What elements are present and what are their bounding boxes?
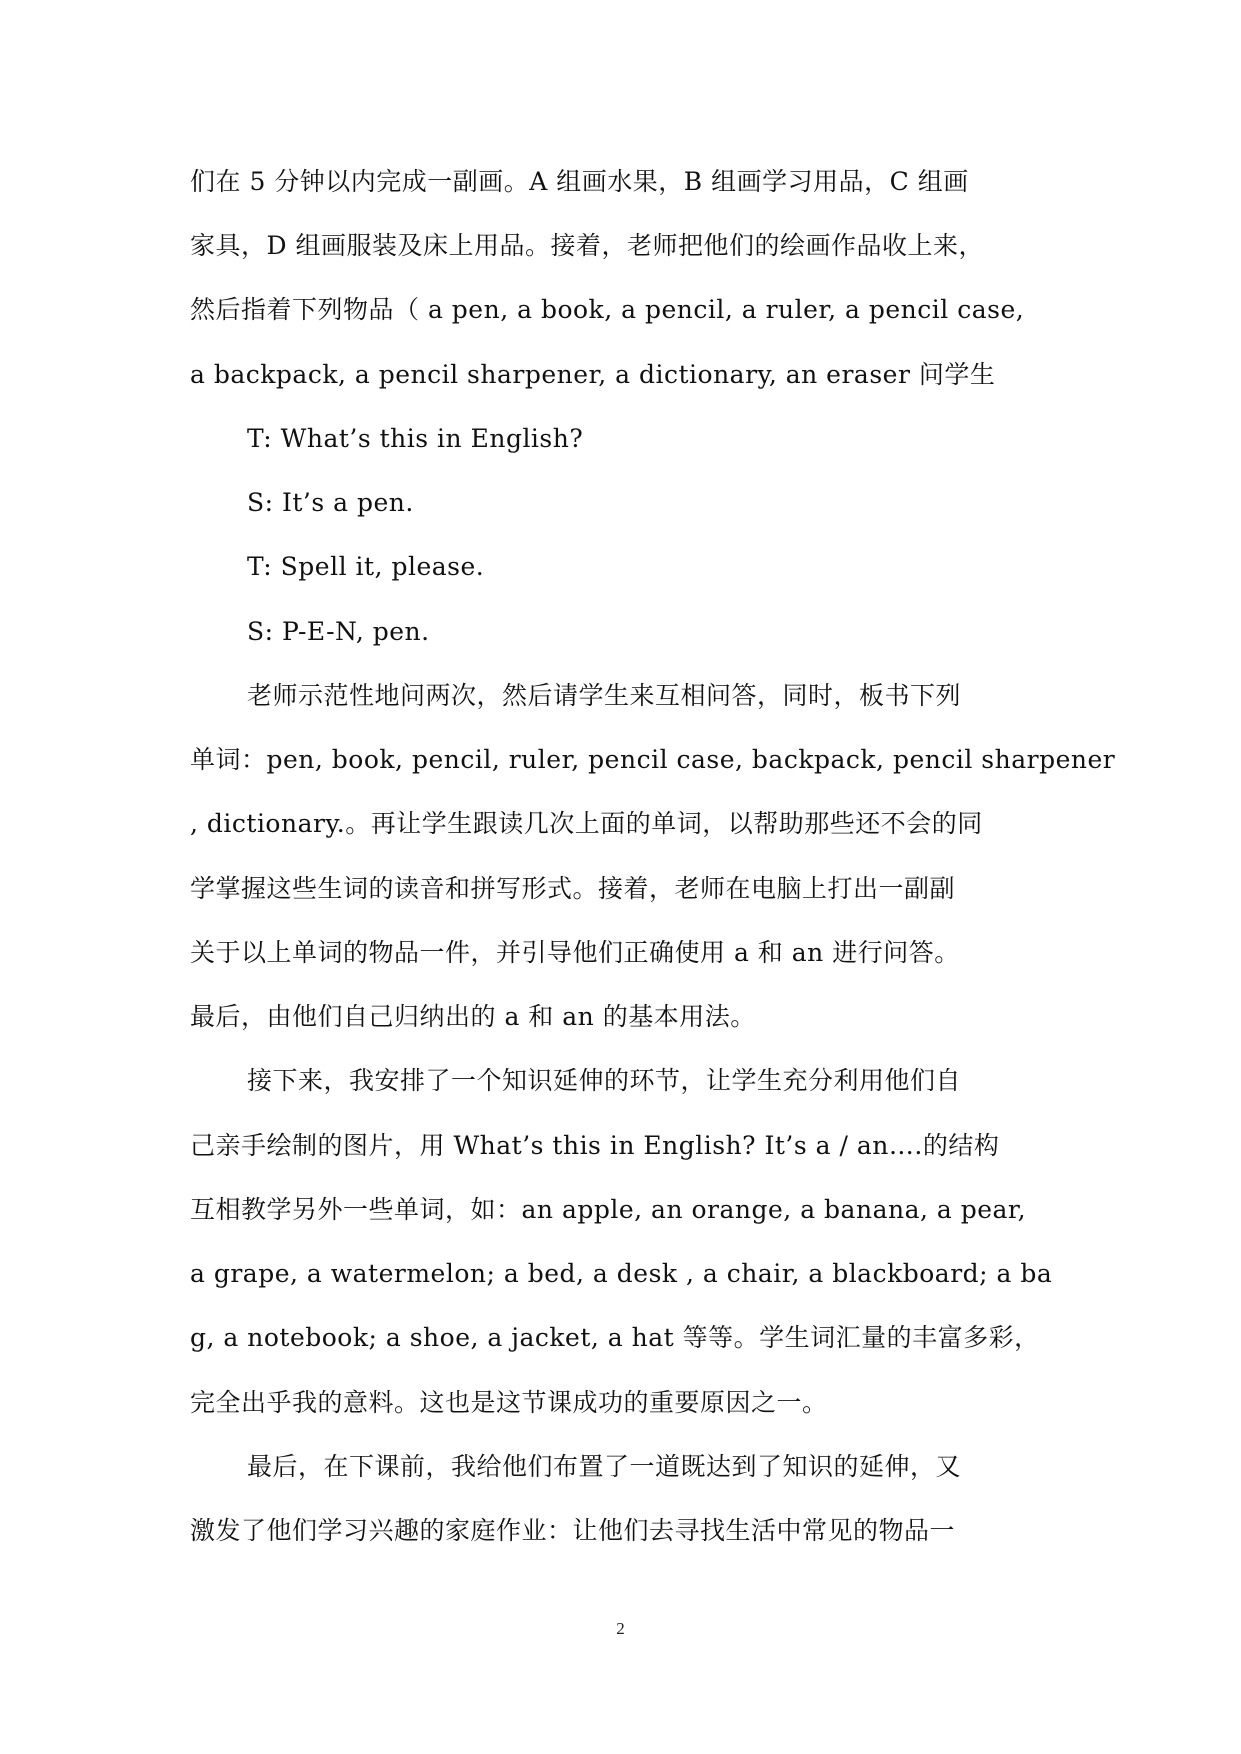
text-line: , dictionary.。再让学生跟读几次上面的单词，以帮助那些还不会的同 (190, 809, 983, 838)
page-number: 2 (616, 1619, 625, 1638)
text-line: a grape, a watermelon; a bed, a desk , a chair, a blackboard; a ba (190, 1259, 1053, 1288)
dialogue-line: S: P-E-N, pen. (247, 617, 430, 646)
dialogue-line: S: It’s a pen. (247, 488, 414, 517)
text-line: 学掌握这些生词的读音和拼写形式。接着，老师在电脑上打出一副副 (190, 874, 956, 903)
text-line: a backpack, a pencil sharpener, a dictionary, an eraser 问学生 (190, 360, 996, 389)
text-line: 完全出乎我的意料。这也是这节课成功的重要原因之一。 (190, 1388, 828, 1417)
dialogue-line: T: Spell it, please. (247, 552, 485, 581)
text-line: 然后指着下列物品（ a pen, a book, a pencil, a ruler, a pencil case, (190, 295, 1025, 324)
text-line: 关于以上单词的物品一件，并引导他们正确使用 a 和 an 进行问答。 (190, 938, 960, 967)
text-line: 己亲手绘制的图片，用 What’s this in English? It’s a / an….的结构 (190, 1131, 1000, 1160)
text-line: 们在 5 分钟以内完成一副画。A 组画水果，B 组画学习用品，C 组画 (190, 167, 969, 196)
text-line: 单词：pen, book, pencil, ruler, pencil case, backpack, pencil sharpener (190, 745, 1116, 774)
text-line: g, a notebook; a shoe, a jacket, a hat 等等。学生词汇量的丰富多彩， (190, 1323, 1040, 1352)
paragraph-start-line: 最后，在下课前，我给他们布置了一道既达到了知识的延伸，又 (247, 1452, 962, 1481)
paragraph-start-line: 接下来，我安排了一个知识延伸的环节，让学生充分利用他们自 (247, 1066, 962, 1095)
text-line: 最后，由他们自己归纳出的 a 和 an 的基本用法。 (190, 1002, 756, 1031)
text-line: 互相教学另外一些单词，如：an apple, an orange, a banana, a pear, (190, 1195, 1027, 1224)
text-line: 家具，D 组画服装及床上用品。接着，老师把他们的绘画作品收上来， (190, 231, 984, 260)
paragraph-start-line: 老师示范性地问两次，然后请学生来互相问答，同时，板书下列 (247, 681, 962, 710)
text-line: 激发了他们学习兴趣的家庭作业：让他们去寻找生活中常见的物品一 (190, 1516, 956, 1545)
dialogue-line: T: What’s this in English? (247, 424, 584, 453)
